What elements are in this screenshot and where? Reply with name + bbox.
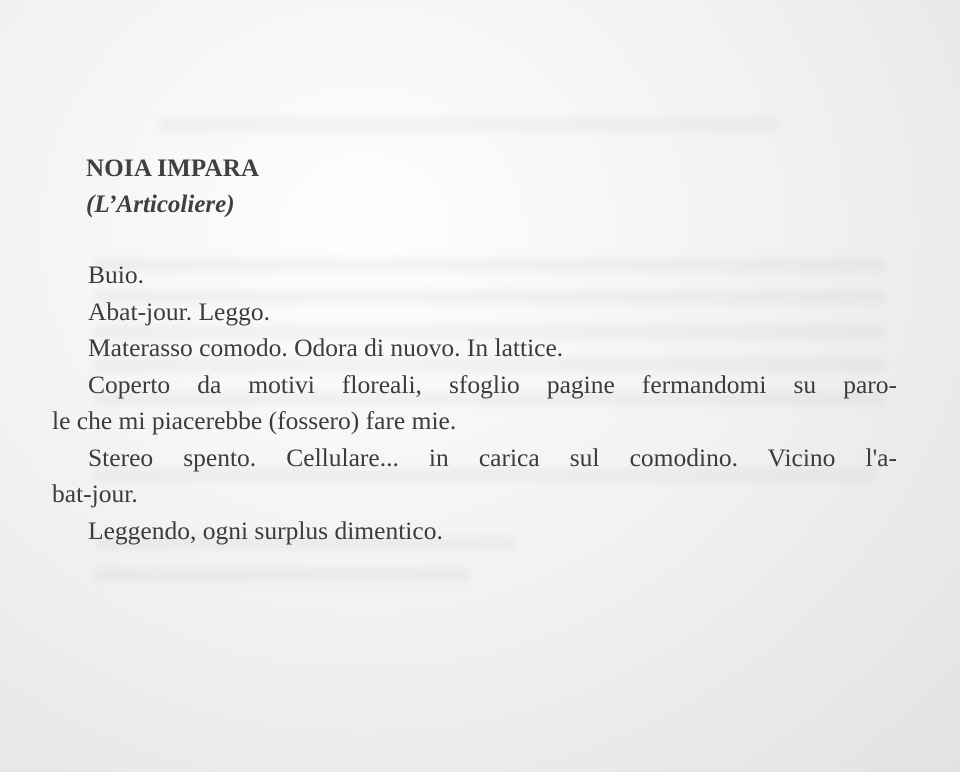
- poem-line: Abat-jour. Leggo.: [88, 296, 270, 326]
- poem-line: le che mi piacerebbe (fossero) fare mie.: [52, 406, 457, 435]
- poem-author: (L’Articoliere): [86, 191, 235, 218]
- poem-line: bat-jour.: [52, 479, 138, 508]
- poem-line: Leggendo, ogni surplus dimentico.: [88, 515, 443, 545]
- poem-line: Buio.: [88, 260, 144, 289]
- poem-line: Stereo spento. Cellulare... in carica sul comodino. Vicino l'a-: [88, 442, 897, 472]
- poem-line: Coperto da motivi floreali, sfoglio pagine fermandomi su paro-: [88, 369, 897, 399]
- poem-title: NOIA IMPARA: [86, 155, 260, 182]
- poem-line: Materasso comodo. Odora di nuovo. In lattice.: [88, 333, 564, 362]
- poem-body: [52, 257, 897, 549]
